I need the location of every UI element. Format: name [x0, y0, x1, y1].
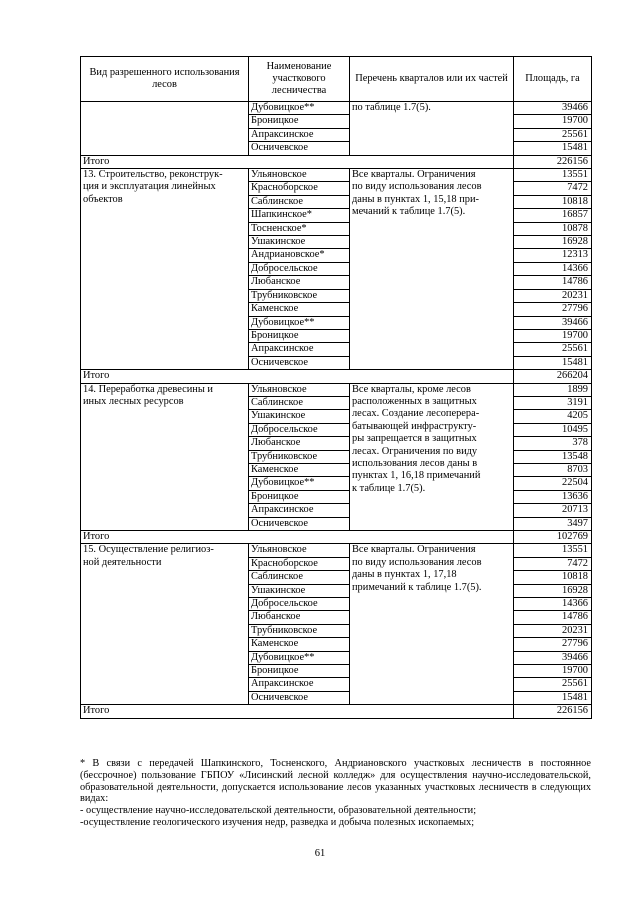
- use-type-cell: 13. Строительство, реконструк- ция и эксплуатация линейных объектов: [81, 169, 249, 370]
- forestry-name-cell: Андриановское*: [249, 249, 350, 262]
- forestry-name-cell: Броницкое: [249, 665, 350, 678]
- table-row: [81, 169, 592, 182]
- forestry-name-cell: Каменское: [249, 463, 350, 476]
- area-cell: 27796: [514, 638, 592, 651]
- forestry-name-cell: Любанское: [249, 276, 350, 289]
- footnote: - осуществление научно-исследовательской деятельности, образовательной деятельности;: [80, 805, 477, 817]
- footnotes: [80, 758, 591, 829]
- quarters-cell: по таблице 1.7(5).: [350, 102, 514, 156]
- forestry-name-cell: Ульяновское: [249, 544, 350, 557]
- area-cell: 7472: [514, 557, 592, 570]
- footnote: * В связи с передачей Шапкинского, Тосненского, Андриановского участковых лесничеств в постоянное (бессрочное) пользование ГБПОУ «Лисинский лесной колледж» для осуществления научно-исследовательской, образовательной деятельности, допускается использование лесов указанных участковых лесничеств в следующих видах:: [80, 758, 591, 805]
- area-cell: 25561: [514, 343, 592, 356]
- area-cell: 14366: [514, 598, 592, 611]
- quarters-cell: Все кварталы, кроме лесов расположенных в защитных лесах. Создание лесоперера- батывающей инфраструкту- ры запрещается в защитных лесах. Ограничения по виду использования лесов даны в пунктах 1, 16,18 примечаний к таблице 1.7(5).: [350, 383, 514, 530]
- area-cell: 10495: [514, 423, 592, 436]
- table-row: [81, 102, 592, 115]
- total-row: [81, 370, 592, 383]
- forestry-name-cell: Апраксинское: [249, 678, 350, 691]
- forestry-name-cell: Трубниковское: [249, 450, 350, 463]
- area-cell: 13551: [514, 544, 592, 557]
- header-forestry-name: Наименование участкового лесничества: [249, 57, 350, 102]
- forestry-name-cell: Любанское: [249, 611, 350, 624]
- header-area: Площадь, га: [514, 57, 592, 102]
- forestry-name-cell: Апраксинское: [249, 128, 350, 141]
- header-quarters: Перечень кварталов или их частей: [350, 57, 514, 102]
- forestry-name-cell: Осничевское: [249, 517, 350, 530]
- area-cell: 22504: [514, 477, 592, 490]
- forest-use-table: [80, 56, 592, 719]
- area-cell: 20231: [514, 289, 592, 302]
- forestry-name-cell: Осничевское: [249, 691, 350, 704]
- area-cell: 39466: [514, 651, 592, 664]
- forestry-name-cell: Осничевское: [249, 356, 350, 369]
- area-cell: 39466: [514, 102, 592, 115]
- forestry-name-cell: Ушакинское: [249, 410, 350, 423]
- area-cell: 3497: [514, 517, 592, 530]
- forestry-name-cell: Любанское: [249, 437, 350, 450]
- forestry-name-cell: Каменское: [249, 303, 350, 316]
- page-number: 61: [314, 848, 326, 859]
- table-row: [81, 383, 592, 396]
- total-label: Итого: [81, 370, 514, 383]
- use-type-cell: 14. Переработка древесины и иных лесных ресурсов: [81, 383, 249, 530]
- forestry-name-cell: Апраксинское: [249, 504, 350, 517]
- area-cell: 16857: [514, 209, 592, 222]
- forestry-name-cell: Дубовицкое**: [249, 102, 350, 115]
- forestry-name-cell: Дубовицкое**: [249, 316, 350, 329]
- area-cell: 25561: [514, 128, 592, 141]
- forestry-name-cell: Саблинское: [249, 195, 350, 208]
- total-value: 102769: [514, 531, 592, 544]
- quarters-cell: Все кварталы. Ограничения по виду использования лесов даны в пунктах 1, 15,18 при- мечаний к таблице 1.7(5).: [350, 169, 514, 370]
- area-cell: 4205: [514, 410, 592, 423]
- forestry-name-cell: Дубовицкое**: [249, 651, 350, 664]
- area-cell: 19700: [514, 115, 592, 128]
- forestry-name-cell: Ушакинское: [249, 236, 350, 249]
- area-cell: 3191: [514, 396, 592, 409]
- area-cell: 16928: [514, 584, 592, 597]
- area-cell: 13551: [514, 169, 592, 182]
- area-cell: 16928: [514, 236, 592, 249]
- forestry-name-cell: Броницкое: [249, 115, 350, 128]
- area-cell: 15481: [514, 356, 592, 369]
- area-cell: 15481: [514, 142, 592, 155]
- use-type-cell: 15. Осуществление религиоз- ной деятельности: [81, 544, 249, 705]
- area-cell: 15481: [514, 691, 592, 704]
- area-cell: 8703: [514, 463, 592, 476]
- forestry-name-cell: Шапкинское*: [249, 209, 350, 222]
- area-cell: 10818: [514, 195, 592, 208]
- total-label: Итого: [81, 705, 514, 718]
- area-cell: 19700: [514, 665, 592, 678]
- footnote: -осуществление геологического изучения недр, разведка и добыча полезных ископаемых;: [80, 816, 475, 828]
- forestry-name-cell: Красноборское: [249, 557, 350, 570]
- forestry-name-cell: Добросельское: [249, 598, 350, 611]
- forestry-name-cell: Дубовицкое**: [249, 477, 350, 490]
- area-cell: 39466: [514, 316, 592, 329]
- table-row: [81, 544, 592, 557]
- area-cell: 19700: [514, 329, 592, 342]
- area-cell: 14786: [514, 276, 592, 289]
- forestry-name-cell: Трубниковское: [249, 624, 350, 637]
- forestry-name-cell: Красноборское: [249, 182, 350, 195]
- total-row: [81, 531, 592, 544]
- area-cell: 14786: [514, 611, 592, 624]
- forestry-name-cell: Добросельское: [249, 423, 350, 436]
- area-cell: 14366: [514, 262, 592, 275]
- forestry-name-cell: Тосненское*: [249, 222, 350, 235]
- forestry-name-cell: Саблинское: [249, 396, 350, 409]
- forestry-name-cell: Добросельское: [249, 262, 350, 275]
- area-cell: 378: [514, 437, 592, 450]
- total-label: Итого: [81, 531, 514, 544]
- total-value: 266204: [514, 370, 592, 383]
- area-cell: 27796: [514, 303, 592, 316]
- area-cell: 12313: [514, 249, 592, 262]
- forestry-name-cell: Каменское: [249, 638, 350, 651]
- area-cell: 10818: [514, 571, 592, 584]
- total-value: 226156: [514, 155, 592, 168]
- use-type-cell: [81, 102, 249, 156]
- area-cell: 13636: [514, 490, 592, 503]
- table-body: [81, 102, 592, 719]
- forestry-name-cell: Трубниковское: [249, 289, 350, 302]
- area-cell: 25561: [514, 678, 592, 691]
- total-row: [81, 155, 592, 168]
- forestry-name-cell: Осничевское: [249, 142, 350, 155]
- total-row: [81, 705, 592, 718]
- area-cell: 20231: [514, 624, 592, 637]
- area-cell: 20713: [514, 504, 592, 517]
- forestry-name-cell: Ульяновское: [249, 383, 350, 396]
- forestry-name-cell: Ульяновское: [249, 169, 350, 182]
- forestry-name-cell: Апраксинское: [249, 343, 350, 356]
- quarters-cell: Все кварталы. Ограничения по виду использования лесов даны в пунктах 1, 17,18 примечаний к таблице 1.7(5).: [350, 544, 514, 705]
- area-cell: 13548: [514, 450, 592, 463]
- header-use-type: Вид разрешенного использования лесов: [81, 57, 249, 102]
- forestry-name-cell: Ушакинское: [249, 584, 350, 597]
- forestry-name-cell: Саблинское: [249, 571, 350, 584]
- area-cell: 7472: [514, 182, 592, 195]
- total-value: 226156: [514, 705, 592, 718]
- forestry-name-cell: Броницкое: [249, 329, 350, 342]
- area-cell: 10878: [514, 222, 592, 235]
- area-cell: 1899: [514, 383, 592, 396]
- forestry-name-cell: Броницкое: [249, 490, 350, 503]
- total-label: Итого: [81, 155, 514, 168]
